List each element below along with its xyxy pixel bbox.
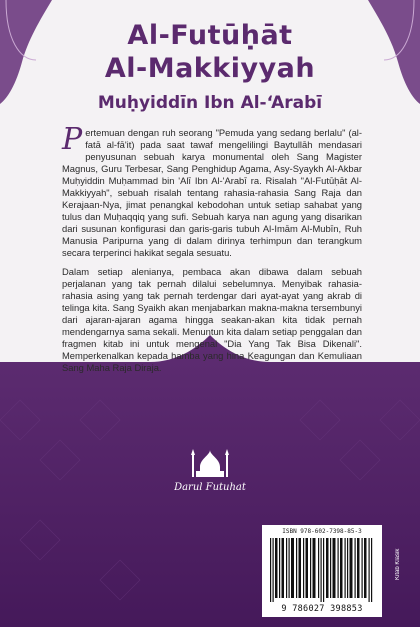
- blurb-paragraph-2: Dalam setiap alenianya, pembaca akan dibawa dalam sebuah perjalanan yang tak pernah dilalui sebelumnya. Menyibak rahasia-rahasia asing yang tak pernah terdengar dari ayat-ayat yang akrab di telinga kita. Sang Syaikh akan menjabarkan makna-makna tersembunyi dari ajaran-ajaran agama hingga seakan-akan kita tidak pernah mendengarnya sama sekali. Menuntun kita dalam setiap penggalan dan fragmen kitab ini untuk mengenal "Dia Yang Tak Bisa Dikenali". Memperkenalkan kepada hamba yang hina Keagungan dan Kemuliaan Sang Maha Raja Diraja.: [62, 266, 362, 373]
- publisher-name: Darul Futuhat: [174, 482, 246, 493]
- isbn-digits: 9 786027 398853: [281, 604, 363, 614]
- blurb-text: [62, 122, 362, 381]
- book-title-line1: Al-Futūḥāt: [127, 20, 293, 51]
- blurb-paragraph-1: [62, 122, 362, 259]
- barcode-area: [262, 525, 382, 617]
- dropcap-letter: P: [62, 122, 83, 157]
- barcode-icon: [268, 538, 376, 602]
- author-name: Muḥyiddīn Ibn Al-‘Arabī: [97, 93, 323, 113]
- blurb-paragraph-1-text: ertemuan dengan ruh seorang "Pemuda yang sedang berlalu" (al-fatā al-fā'it) pada saat tawaf mengelilingi Baytullāh mendasari penyusunan sebuah karya monumental oleh Sang Magister Magnus, Guru Terbesar, Sang Penghidup Agama, Asy-Syaykh Al-Akbar Muḥyiddin Muḥammad bin 'Alī Ibn Al-'Arabī ra. Risalah "Al-Futūḥāt Al-Makkiyyah", sebuah risalah tentang rahasia-rahasia Sang Raja dan Kerajaan-Nya, jimat penangkal kebodohan untuk setiap sahabat yang tulus dan Muḥaqqiq yang sufi. Sebuah karya nan agung yang disarikan dari susunan konfigurasi dan garis-garis tubuh Al-Imām Al-Mubīn, Ruh Manusia Paripurna yang di dalam dirinya terhimpun dan terangkum secara terperinci hakikat segala sesuatu.: [62, 127, 362, 258]
- book-title-line2: Al-Makkiyyah: [104, 53, 316, 84]
- mosque-logo-icon: [188, 447, 232, 479]
- isbn-label: ISBN 978-602-7398-85-3: [282, 528, 362, 535]
- category-label: Kitab Klasik: [395, 548, 401, 580]
